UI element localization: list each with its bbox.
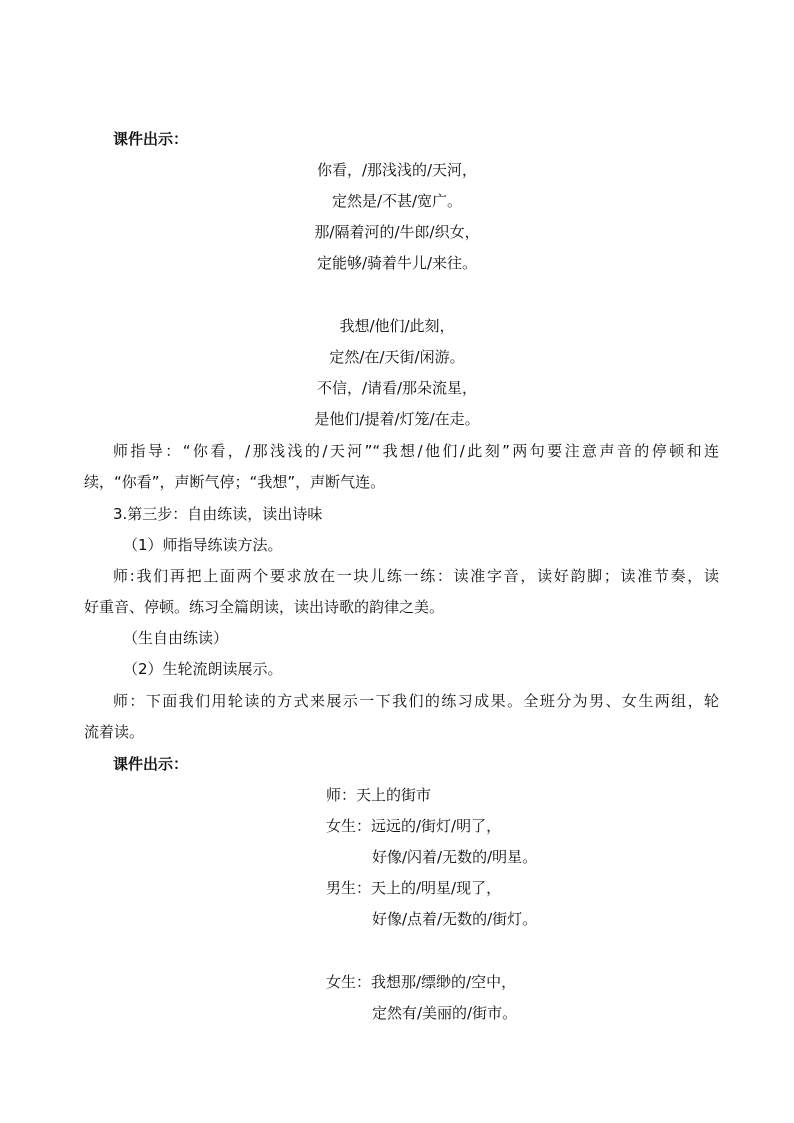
free-reading-note: （生自由练读）	[123, 629, 229, 647]
role-line-girls-1a: 女生：远远的/街灯/明了，	[326, 817, 502, 835]
role-line-girls-2a: 女生：我想那/缥缈的/空中，	[326, 973, 517, 991]
poem1-line-4: 定能够/骑着牛儿/来往。	[316, 254, 478, 272]
poem2-line-4: 是他们/提着/灯笼/在走。	[314, 410, 480, 428]
sub-step-2: （2）生轮流朗读展示。	[123, 660, 283, 678]
role-line-girls-1b: 好像/闪着/无数的/明星。	[372, 848, 538, 866]
role-line-boys-1b: 好像/点着/无数的/街灯。	[372, 910, 538, 928]
poem2-line-1: 我想/他们/此刻，	[339, 317, 455, 335]
role-line-girls-2b: 定然有/美丽的/街市。	[372, 1004, 518, 1022]
teacher-paragraph-2-line-2: 流着读。	[84, 723, 145, 741]
poem1-line-3: 那/隔着河的/牛郎/织女，	[314, 223, 480, 241]
courseware-heading-1: 课件出示：	[113, 130, 189, 148]
guide-paragraph-line-2: 续，“你看”，声断气停；“我想”，声断气连。	[84, 473, 386, 491]
teacher-paragraph-1-line-1: 师:我们再把上面两个要求放在一块儿练一练：读准字音，读好韵脚；读准节奏，读	[113, 567, 719, 585]
poem1-line-2: 定然是/不甚/宽广。	[331, 192, 463, 210]
step3-title: 3.第三步：自由练读，读出诗味	[113, 505, 323, 523]
sub-step-1: （1）师指导练读方法。	[123, 536, 283, 554]
role-line-teacher: 师：天上的街市	[326, 786, 432, 804]
role-line-boys-1a: 男生：天上的/明星/现了，	[326, 879, 502, 897]
courseware-heading-2: 课件出示：	[113, 755, 189, 773]
poem2-line-3: 不信，/请看/那朵流星，	[316, 379, 478, 397]
poem1-line-1: 你看，/那浅浅的/天河，	[316, 161, 478, 179]
teacher-paragraph-2-line-1: 师：下面我们用轮读的方式来展示一下我们的练习成果。全班分为男、女生两组，轮	[113, 692, 719, 710]
poem2-line-2: 定然/在/天街/闲游。	[329, 348, 465, 366]
guide-paragraph-line-1: 师指导：“你看，/那浅浅的/天河”“我想/他们/此刻”两句要注意声音的停顿和连	[113, 442, 719, 460]
teacher-paragraph-1-line-2: 好重音、停顿。练习全篇朗读，读出诗歌的韵律之美。	[84, 598, 445, 616]
